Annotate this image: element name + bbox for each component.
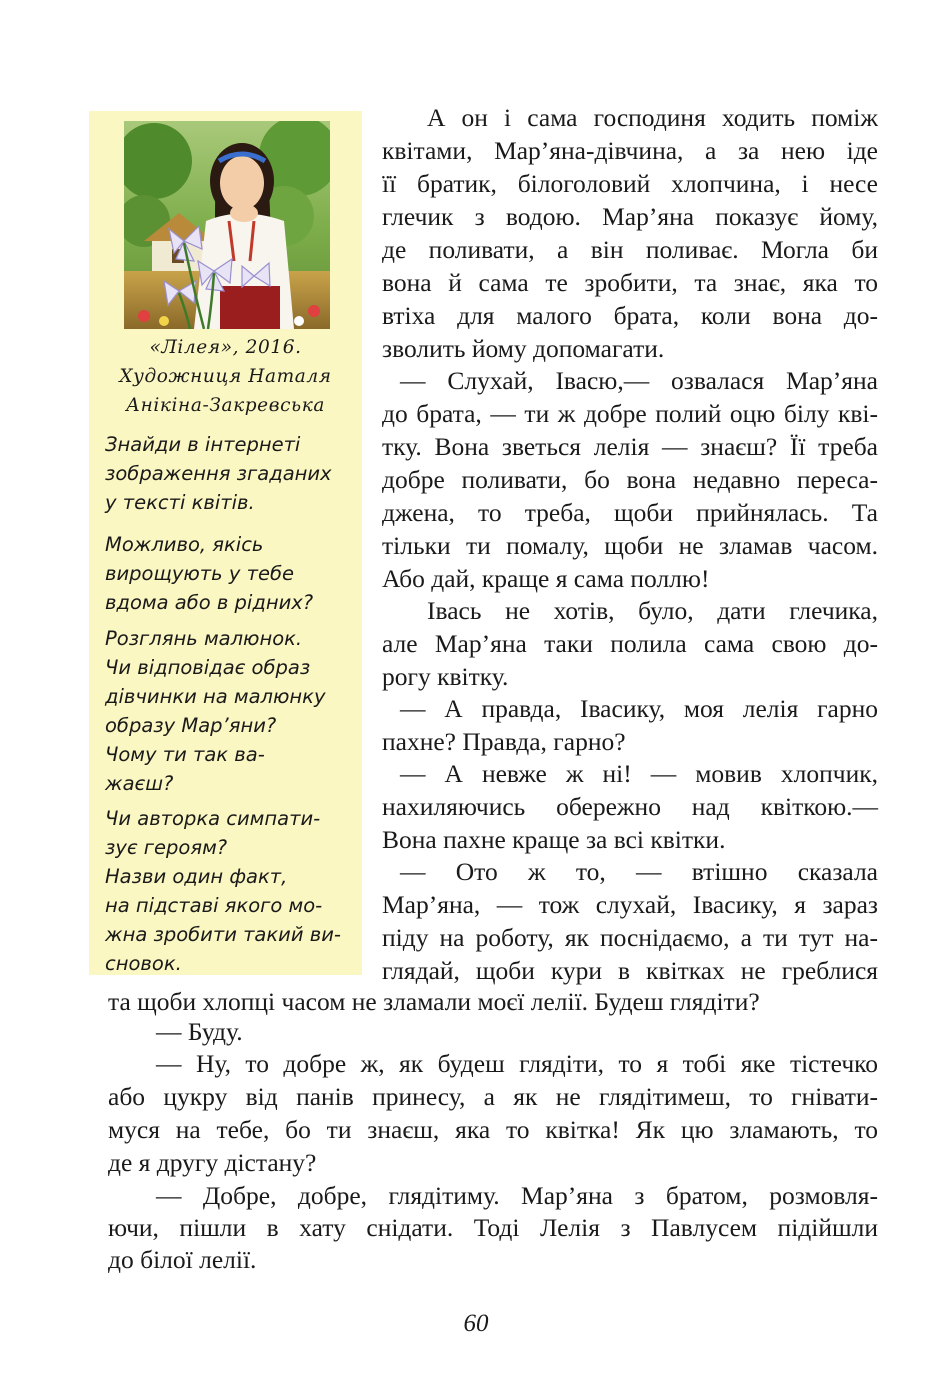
task-line: сновок. xyxy=(105,952,182,975)
text-line: Або дай, краще я сама поллю! xyxy=(382,564,710,593)
task-line: Знайди в інтернеті xyxy=(105,433,301,456)
text-line: тільки ти помалу, щоби не зламав часом. xyxy=(382,531,878,560)
text-line: втіха для малого брата, коли вона до- xyxy=(382,301,878,330)
text-line: — А невже ж ні! — мовив хлопчик, xyxy=(400,759,878,788)
text-line: глядай, щоби кури в квітках не греблися xyxy=(382,956,878,985)
task-line: Чи авторка симпати- xyxy=(105,807,321,830)
task-line: Можливо, якісь xyxy=(105,533,264,556)
caption-artist-name: Анікіна-Закревська xyxy=(125,395,326,416)
task-line: Розглянь малюнок. xyxy=(105,627,303,650)
text-line: А он і сама господиня ходить поміж xyxy=(427,103,878,132)
text-line: — Ну, то добре ж, як будеш глядіти, то я тобі яке тістечко xyxy=(156,1049,878,1078)
caption-title: «Лілея», 2016. xyxy=(149,337,302,358)
text-line: її братик, білоголовий хлопчина, і несе xyxy=(382,169,878,198)
text-line: — Слухай, Івасю,— озвалася Мар’яна xyxy=(400,366,878,395)
task-4 xyxy=(105,804,341,978)
text-line: — Добре, добре, глядітиму. Мар’яна з братом, розмовля- xyxy=(156,1181,878,1210)
task-3 xyxy=(105,624,326,798)
text-line: Вона пахне краще за всі квітки. xyxy=(382,825,726,854)
lily-girl-illustration xyxy=(124,121,330,329)
text-line: до брата, — ти ж добре полий оцю білу кві- xyxy=(382,399,878,428)
task-line: у тексті квітів. xyxy=(105,491,255,514)
text-line: — Ото ж то, — втішно сказала xyxy=(400,857,878,886)
text-line: — А правда, Івасику, моя лелія гарно xyxy=(400,694,878,723)
text-line: добре поливати, бо вона недавно переса- xyxy=(382,465,878,494)
text-line: муся на тебе, бо ти знаєш, яка то квітка! Як цю зламають, то xyxy=(108,1115,878,1144)
text-line: рогу квітку. xyxy=(382,662,509,691)
task-line: на підставі якого мо- xyxy=(105,894,323,917)
text-line: квітами, Мар’яна-дівчина, а за нею іде xyxy=(382,136,878,165)
text-line: пахне? Правда, гарно? xyxy=(382,727,626,756)
task-line: дівчинки на малюнку xyxy=(105,685,326,708)
task-line: зображення згаданих xyxy=(105,462,332,485)
text-line: зволить йому допомагати. xyxy=(382,334,665,363)
text-line: глечик з водою. Мар’яна показує йому, xyxy=(382,202,878,231)
text-line: де я другу дістану? xyxy=(108,1148,317,1177)
text-line: та щоби хлопці часом не зламали моєї лелії. Будеш глядіти? xyxy=(108,987,760,1016)
task-line: вирощують у тебе xyxy=(105,562,294,585)
task-line: Чи відповідає образ xyxy=(105,656,311,679)
text-line: тку. Вона зветься лелія — знаєш? Її треба xyxy=(382,432,878,461)
text-line: де поливати, а він поливає. Могла би xyxy=(382,235,878,264)
caption-artist-role: Художниця Наталя xyxy=(119,366,332,387)
task-line: Чому ти так ва- xyxy=(105,743,265,766)
text-line: до білої лелії. xyxy=(108,1245,257,1274)
task-1 xyxy=(105,430,332,517)
task-line: зує героям? xyxy=(105,836,228,859)
page-number: 60 xyxy=(463,1310,489,1337)
text-line: — Буду. xyxy=(156,1017,243,1046)
task-line: Назви один факт, xyxy=(105,865,288,888)
task-line: вдома або в рідних? xyxy=(105,591,314,614)
text-line: піду на роботу, як поснідаємо, а ти тут на- xyxy=(382,923,878,952)
text-line: але Мар’яна таки полила сама свою до- xyxy=(382,629,878,658)
text-line: вона й сама те зробити, та знає, яка то xyxy=(382,268,878,297)
task-line: жаєш? xyxy=(105,772,174,795)
illustration-caption xyxy=(89,333,362,420)
task-line: образу Мар’яни? xyxy=(105,714,277,737)
text-line: Мар’яна, — тож слухай, Івасику, я зараз xyxy=(382,890,878,919)
text-line: ючи, пішли в хату снідати. Тоді Лелія з Павлусем підійшли xyxy=(108,1213,878,1242)
text-line: Івась не хотів, було, дати глечика, xyxy=(427,596,878,625)
text-line: джена, то треба, щоби прийнялась. Та xyxy=(382,498,878,527)
task-2 xyxy=(105,530,313,617)
text-line: нахиляючись обережно над квіткою.— xyxy=(382,792,878,821)
task-line: жна зробити такий ви- xyxy=(105,923,341,946)
text-line: або цукру від панів принесу, а як не глядітимеш, то гнівати- xyxy=(108,1082,878,1111)
